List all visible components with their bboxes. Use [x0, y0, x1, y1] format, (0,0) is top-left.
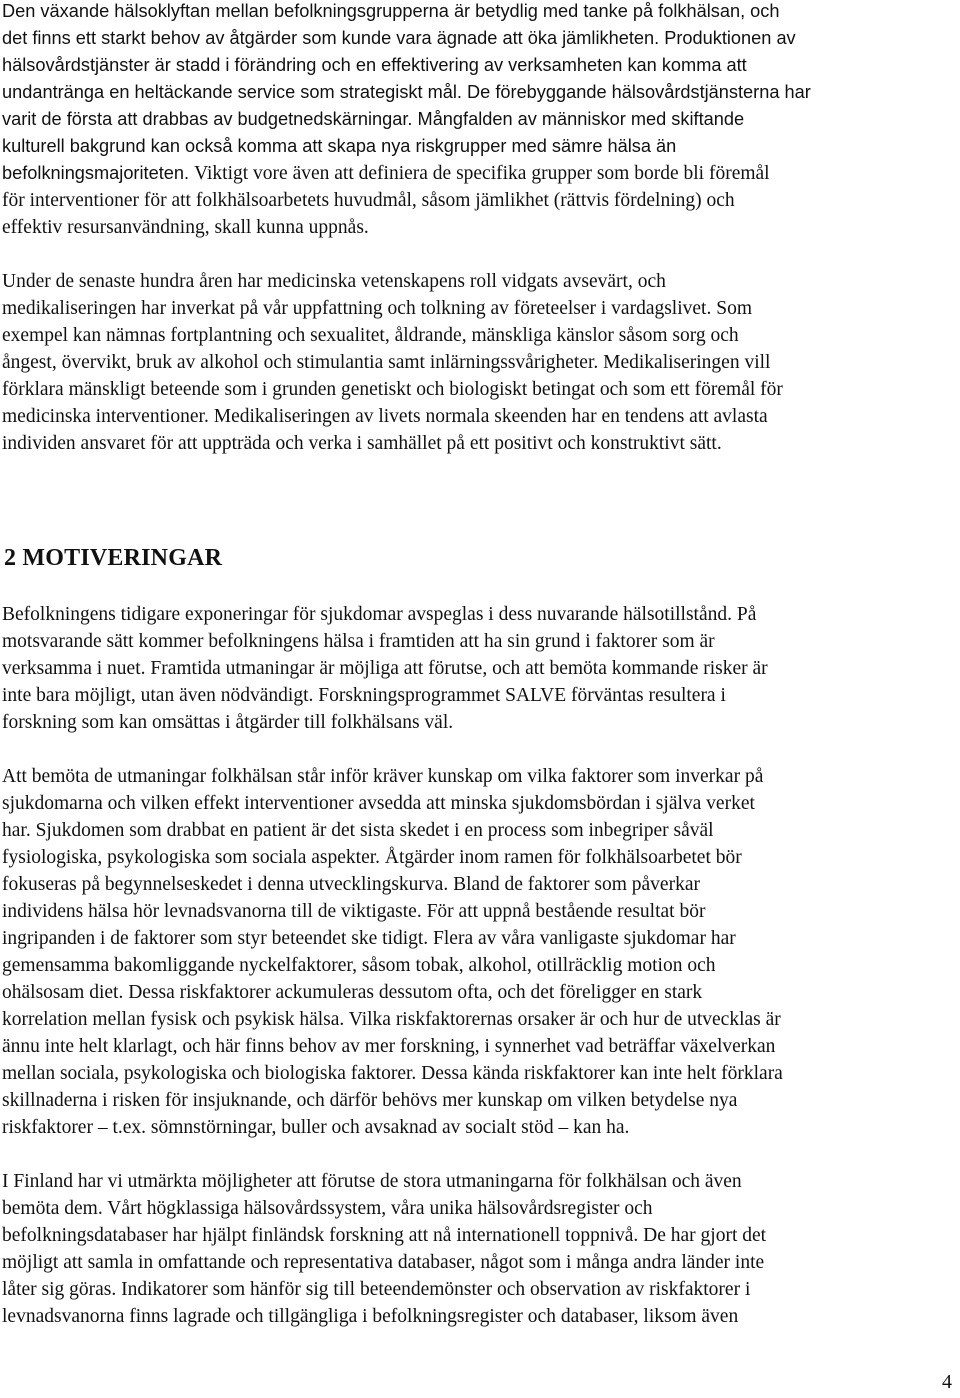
text-run: ohälsosam diet. Dessa riskfaktorer ackumuleras dessutom ofta, och det föreligger en stark [2, 982, 703, 1003]
text-line [2, 1276, 958, 1303]
paragraph [2, 268, 958, 457]
text-line [2, 1168, 958, 1195]
motiveringar-section [2, 601, 958, 1357]
text-run: ingripanden i de faktorer som styr beteendet ske tidigt. Flera av våra vanligaste sjukdomar har [2, 928, 736, 949]
text-line [2, 349, 958, 376]
text-run: medikaliseringen har inverkat på vår uppfattning och tolkning av företeelser i vardagslivet. [2, 298, 717, 319]
text-line [2, 952, 958, 979]
text-line [2, 763, 958, 790]
text-run: har. Sjukdomen som drabbat en patient är det sista skedet i en process som inbegriper såväl [2, 820, 714, 841]
text-line [2, 1303, 958, 1330]
text-line [2, 376, 958, 403]
text-run: ännu inte helt klarlagt, och här finns behov av mer forskning, i synnerhet vad beträffar växelverkan [2, 1036, 776, 1057]
text-run: kulturell bakgrund kan också komma att skapa nya riskgrupper med sämre hälsa än [2, 136, 677, 156]
text-run: gemensamma bakomliggande nyckelfaktorer, såsom tobak, alkohol, otillräcklig motion och [2, 955, 716, 976]
text-run: korrelation mellan fysisk och psykisk hälsa. Vilka riskfaktorernas orsaker är och hur de utvecklas är [2, 1009, 781, 1030]
text-run: undantränga en heltäckande service som strategiskt mål. De förebyggande hälsovårdstjänsterna har [2, 82, 811, 102]
section-heading: 2 MOTIVERINGAR [4, 545, 223, 571]
paragraph [2, 1168, 958, 1330]
text-line [2, 1114, 958, 1141]
text-line [2, 52, 958, 79]
text-run: levnadsvanorna finns lagrade och tillgängliga i befolkningsregister och databaser, liksom även [2, 1306, 739, 1327]
text-run: skillnaderna i risken för insjuknande, och därför behövs mer kunskap om vilken betydelse nya [2, 1090, 738, 1111]
text-run: befolkningsdatabaser har hjälpt finländsk forskning att nå internationell toppnivå. De har gjort det [2, 1225, 767, 1246]
text-run: hälsovårdstjänster är stadd i förändring och en effektivering av verksamheten kan komma att [2, 55, 747, 75]
text-line [2, 655, 958, 682]
text-line [2, 628, 958, 655]
text-run: individens hälsa hör levnadsvanorna till de viktigaste. För att uppnå bestående resultat bör [2, 901, 706, 922]
text-run: sjukdomarna och vilken effekt interventioner avsedda att minska sjukdomsbördan i själva verket [2, 793, 755, 814]
text-run: varit de första att drabbas av budgetnedskärningar. Mångfalden av människor med skiftande [2, 109, 745, 129]
text-line [2, 925, 958, 952]
text-line [2, 214, 958, 241]
text-line [2, 160, 958, 187]
text-line [2, 79, 958, 106]
text-line [2, 709, 958, 736]
text-line [2, 1249, 958, 1276]
text-run: bemöta dem. Vårt högklassiga hälsovårdssystem, våra unika hälsovårdsregister och [2, 1198, 653, 1219]
text-line [2, 295, 958, 322]
paragraph [2, 601, 958, 736]
text-line [2, 403, 958, 430]
text-run: mellan sociala, psykologiska och biologiska faktorer. Dessa kända riskfaktorer kan inte helt förklara [2, 1063, 783, 1084]
page-number: 4 [942, 1371, 952, 1393]
text-run: forskning som kan omsättas i åtgärder till folkhälsans väl. [2, 712, 454, 733]
text-line [2, 322, 958, 349]
text-line [2, 844, 958, 871]
text-line [2, 1033, 958, 1060]
text-line [2, 0, 958, 25]
text-line [2, 1195, 958, 1222]
text-run: för interventioner för att folkhälsoarbetets huvudmål, såsom jämlikhet (rättvis fördelning) och [2, 190, 735, 211]
text-line [2, 871, 958, 898]
text-run: ångest, övervikt, bruk av alkohol och stimulantia samt inlärningssvårigheter. [2, 352, 604, 373]
text-run: inte bara möjligt, utan även nödvändigt. Forskningsprogrammet SALVE förväntas resultera i [2, 685, 726, 706]
text-line [2, 25, 958, 52]
text-run: Befolkningens tidigare exponeringar för sjukdomar avspeglas i dess nuvarande hälsotillstånd. På [2, 604, 757, 625]
intro-section [2, 0, 958, 484]
text-run: individen ansvaret för att uppträda och verka i samhället på ett positivt och konstruktivt sätt. [2, 433, 722, 454]
text-line [2, 106, 958, 133]
text-line [2, 601, 958, 628]
text-run: Medikaliseringen av livets normala skeenden har en tendens att avlasta [213, 406, 768, 427]
text-run: Att bemöta de utmaningar folkhälsan står inför kräver kunskap om vilka faktorer som inverkar på [2, 766, 764, 787]
text-run: Som [716, 298, 752, 319]
text-run: Viktigt vore även att definiera de specifika grupper som borde bli föremål [194, 163, 770, 184]
text-run: fysiologiska, psykologiska som sociala aspekter. Åtgärder inom ramen för folkhälsoarbetet bör [2, 847, 742, 868]
text-line [2, 268, 958, 295]
text-line [2, 1087, 958, 1114]
text-run: möjligt att samla in omfattande och representativa databaser, något som i många andra länder inte [2, 1252, 765, 1273]
text-run: Under de senaste hundra åren har medicinska vetenskapens roll vidgats avsevärt, och [2, 271, 666, 292]
text-line [2, 790, 958, 817]
paragraph [2, 0, 958, 241]
text-line [2, 682, 958, 709]
text-line [2, 430, 958, 457]
text-run: det finns ett starkt behov av åtgärder som kunde vara ägnade att öka jämlikheten. Produktionen av [2, 28, 796, 48]
text-run: låter sig göras. Indikatorer som hänför sig till beteendemönster och observation av riskfaktorer i [2, 1279, 751, 1300]
text-line [2, 817, 958, 844]
text-run: verksamma i nuet. Framtida utmaningar är möjliga att förutse, och att bemöta kommande risker är [2, 658, 768, 679]
text-run: fokuseras på begynnelseskedet i denna utvecklingskurva. Bland de faktorer som påverkar [2, 874, 700, 895]
text-run: effektiv resursanvändning, skall kunna uppnås. [2, 217, 369, 238]
paragraph [2, 763, 958, 1141]
text-run: riskfaktorer – t.ex. sömnstörningar, buller och avsaknad av socialt stöd – kan ha. [2, 1117, 630, 1138]
text-line [2, 1060, 958, 1087]
text-run: förklara mänskligt beteende som i grunden genetiskt och biologiskt betingat och som ett föremål för [2, 379, 783, 400]
text-run: medicinska interventioner. [2, 406, 214, 427]
text-line [2, 979, 958, 1006]
text-run: befolkningsmajoriteten. [2, 163, 195, 183]
text-run: Medikaliseringen vill [603, 352, 771, 373]
text-line [2, 1222, 958, 1249]
text-run: exempel kan nämnas fortplantning och sexualitet, åldrande, mänskliga känslor såsom sorg och [2, 325, 739, 346]
text-line [2, 1006, 958, 1033]
text-line [2, 133, 958, 160]
text-run: motsvarande sätt kommer befolkningens hälsa i framtiden att ha sin grund i faktorer som är [2, 631, 715, 652]
text-line [2, 898, 958, 925]
text-run: I Finland har vi utmärkta möjligheter att förutse de stora utmaningarna för folkhälsan och även [2, 1171, 742, 1192]
text-run: Den växande hälsoklyftan mellan befolkningsgrupperna är betydlig med tanke på folkhälsan, och [2, 1, 780, 21]
text-line [2, 187, 958, 214]
